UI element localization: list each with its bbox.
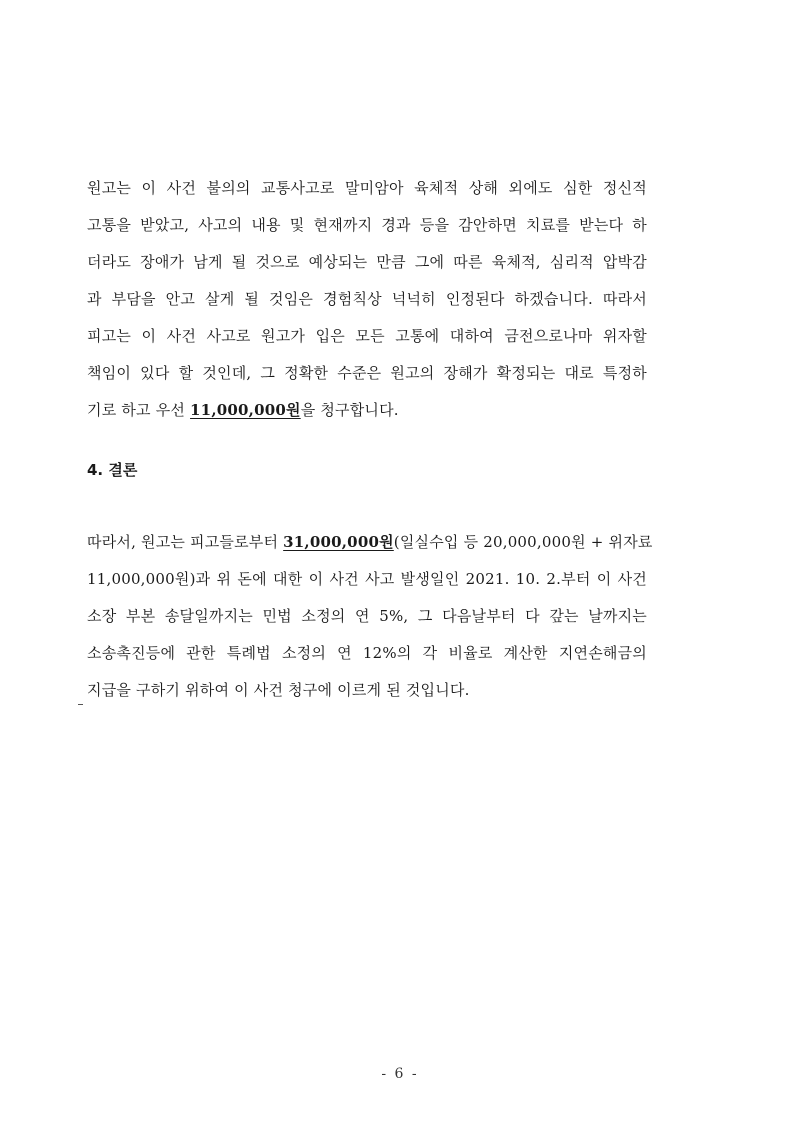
line-suffix: 을 청구합니다. (300, 401, 399, 419)
line-prefix: 따라서, 원고는 피고들로부터 (87, 533, 284, 551)
page-number: - 6 - (381, 1066, 419, 1082)
paragraph-line: 피고는 이 사건 사고로 원고가 입은 모든 고통에 대하여 금전으로나마 위자할 (87, 327, 647, 345)
paragraph-last-line (87, 392, 647, 429)
claim-amount-total: 31,000,000원 (283, 533, 394, 551)
paragraph-line: 더라도 장애가 남게 될 것으로 예상되는 만큼 그에 따른 육체적, 심리적 압박감 (87, 253, 647, 271)
line-prefix: 기로 하고 우선 (87, 401, 191, 419)
paragraph-line: 과 부담을 안고 살게 될 것임은 경험칙상 넉넉히 인정된다 하겠습니다. 따라서 (87, 290, 647, 308)
line-suffix: (일실수입 등 20,000,000원 + 위자료 (393, 533, 653, 551)
paragraph-line: 소장 부본 송달일까지는 민법 소정의 연 5%, 그 다음날부터 다 갚는 날까지는 (87, 607, 647, 625)
margin-mark (78, 704, 83, 705)
paragraph-line: 원고는 이 사건 불의의 교통사고로 말미암아 육체적 상해 외에도 심한 정신적 (87, 179, 647, 197)
section-heading-conclusion: 4. 결론 (87, 461, 138, 479)
paragraph-damages (87, 170, 647, 429)
claim-amount-consolation: 11,000,000원 (190, 401, 301, 419)
paragraph-line: 지급을 구하기 위하여 이 사건 청구에 이르게 된 것입니다. (87, 681, 470, 699)
paragraph-conclusion (87, 524, 653, 709)
paragraph-line: 책임이 있다 할 것인데, 그 정확한 수준은 원고의 장해가 확정되는 대로 특정하 (87, 364, 647, 382)
paragraph-line: 11,000,000원)과 위 돈에 대한 이 사건 사고 발생일인 2021. 10. 2.부터 이 사건 (87, 570, 647, 588)
paragraph-first-line (87, 524, 653, 561)
paragraph-line: 소송촉진등에 관한 특례법 소정의 연 12%의 각 비율로 계산한 지연손해금의 (87, 644, 647, 662)
paragraph-line: 고통을 받았고, 사고의 내용 및 현재까지 경과 등을 감안하면 치료를 받는다 하 (87, 216, 647, 234)
